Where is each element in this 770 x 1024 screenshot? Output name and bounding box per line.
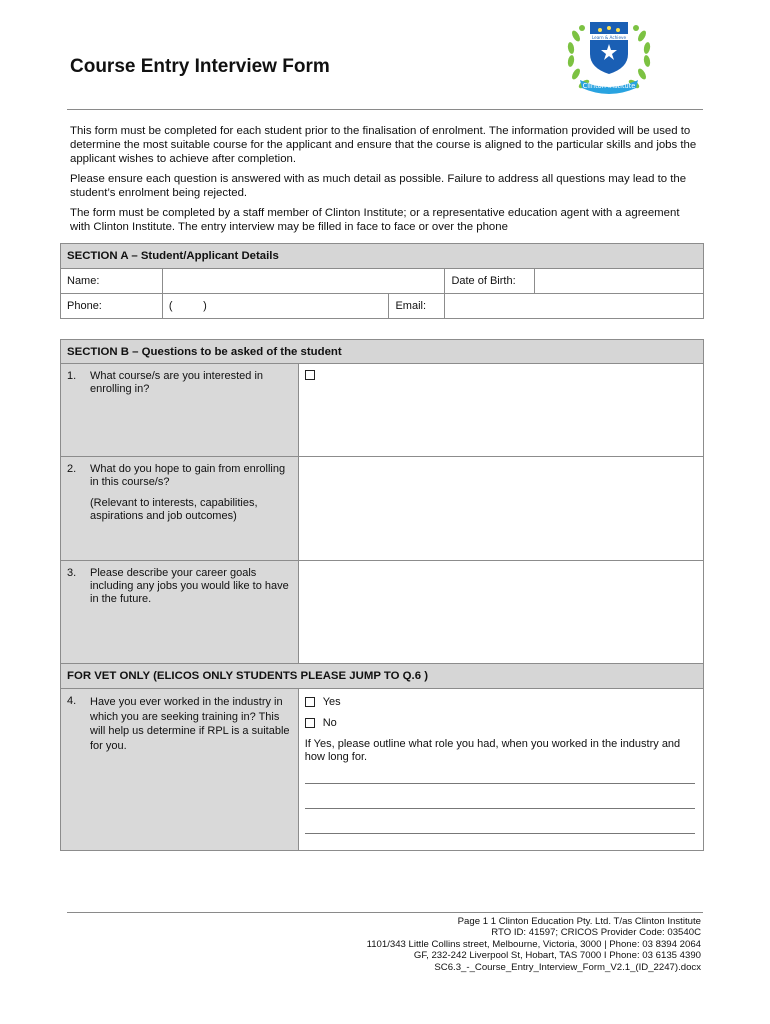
no-checkbox[interactable] (305, 718, 315, 728)
section-a-heading: SECTION A – Student/Applicant Details (61, 244, 704, 269)
question-text: Please describe your career goals including any jobs you would like to have in the future. (90, 567, 289, 605)
footer-divider (67, 912, 703, 913)
footer-line: 1101/343 Little Collins street, Melbourne, Victoria, 3000 | Phone: 03 8394 2064 (366, 938, 701, 950)
answer-3-field[interactable] (298, 561, 703, 664)
answer-4-field (298, 689, 703, 851)
phone-label: Phone: (61, 294, 163, 319)
question-number: 2. (67, 463, 77, 475)
footer-line: SC6.3_-_Course_Entry_Interview_Form_V2.1_(ID_2247).docx (434, 961, 701, 973)
intro-paragraph: This form must be completed for each student prior to the finalisation of enrolment. The information provided will be used to determine the most suitable course for the applicant and ensure that the course is aligned to the particular skills and jobs the applicant wishes to achieve after completion. (70, 125, 697, 165)
footer-line: GF, 232-242 Liverpool St, Hobart, TAS 7000 I Phone: 03 6135 4390 (413, 950, 701, 962)
question-text: Have you ever worked in the industry in which you are seeking training in? This will help us determine if RPL is a suitable for you. (90, 696, 290, 752)
question-2 (61, 457, 299, 561)
question-text: What course/s are you interested in enrolling in? (90, 370, 264, 395)
question-1 (61, 364, 299, 457)
footer-line: Page 1 1 Clinton Education Pty. Ltd. T/as Clinton Institute (457, 916, 701, 927)
question-number: 4. (67, 695, 77, 707)
question-number: 3. (67, 567, 77, 579)
no-label: No (322, 717, 337, 729)
followup-instruction: If Yes, please outline what role you had, when you worked in the industry and how long for. (304, 738, 681, 763)
dob-label: Date of Birth: (445, 269, 535, 294)
yes-label: Yes (322, 696, 341, 708)
email-label: Email: (389, 294, 445, 319)
yes-option[interactable] (305, 696, 697, 708)
name-field[interactable] (162, 269, 445, 294)
phone-area-code: ( ) (168, 300, 207, 312)
section-a-table (60, 243, 704, 319)
question-text: What do you hope to gain from enrolling in this course/s? (90, 463, 286, 488)
yes-checkbox[interactable] (305, 697, 315, 707)
answer-line[interactable] (305, 784, 695, 809)
intro-paragraph: Please ensure each question is answered with as much detail as possible. Failure to address all questions may lead to the student’s enrolment being rejected. (70, 173, 687, 199)
intro-text (70, 124, 700, 240)
page-title: Course Entry Interview Form (70, 56, 330, 77)
logo-name: Clinton Institute (582, 82, 636, 90)
footer-line: RTO ID: 41597; CRICOS Provider Code: 03540C (491, 927, 701, 939)
email-field[interactable] (445, 294, 704, 319)
answer-1-field[interactable] (298, 364, 703, 457)
answer-line[interactable] (305, 809, 695, 834)
course-checkbox[interactable] (305, 370, 315, 380)
question-number: 1. (67, 370, 77, 382)
answer-line[interactable] (305, 764, 695, 784)
clinton-institute-logo (562, 14, 656, 98)
no-option[interactable] (305, 717, 697, 729)
section-b-heading: SECTION B – Questions to be asked of the student (61, 340, 704, 364)
logo-banner: Learn & Achieve (591, 35, 627, 40)
section-b-table (60, 339, 704, 851)
header-divider (67, 109, 703, 110)
question-4 (61, 689, 299, 851)
intro-paragraph: The form must be completed by a staff member of Clinton Institute; or a representative education agent with a agreement with Clinton Institute. The entry interview may be filled in face to face or over the phone (70, 207, 680, 233)
question-3 (61, 561, 299, 664)
dob-field[interactable] (535, 269, 704, 294)
footer (367, 916, 701, 973)
phone-field[interactable] (162, 294, 389, 319)
name-label: Name: (61, 269, 163, 294)
vet-only-heading: FOR VET ONLY (ELICOS ONLY STUDENTS PLEASE JUMP TO Q.6 ) (61, 664, 704, 689)
question-note: (Relevant to interests, capabilities, aspirations and job outcomes) (90, 497, 258, 522)
answer-2-field[interactable] (298, 457, 703, 561)
